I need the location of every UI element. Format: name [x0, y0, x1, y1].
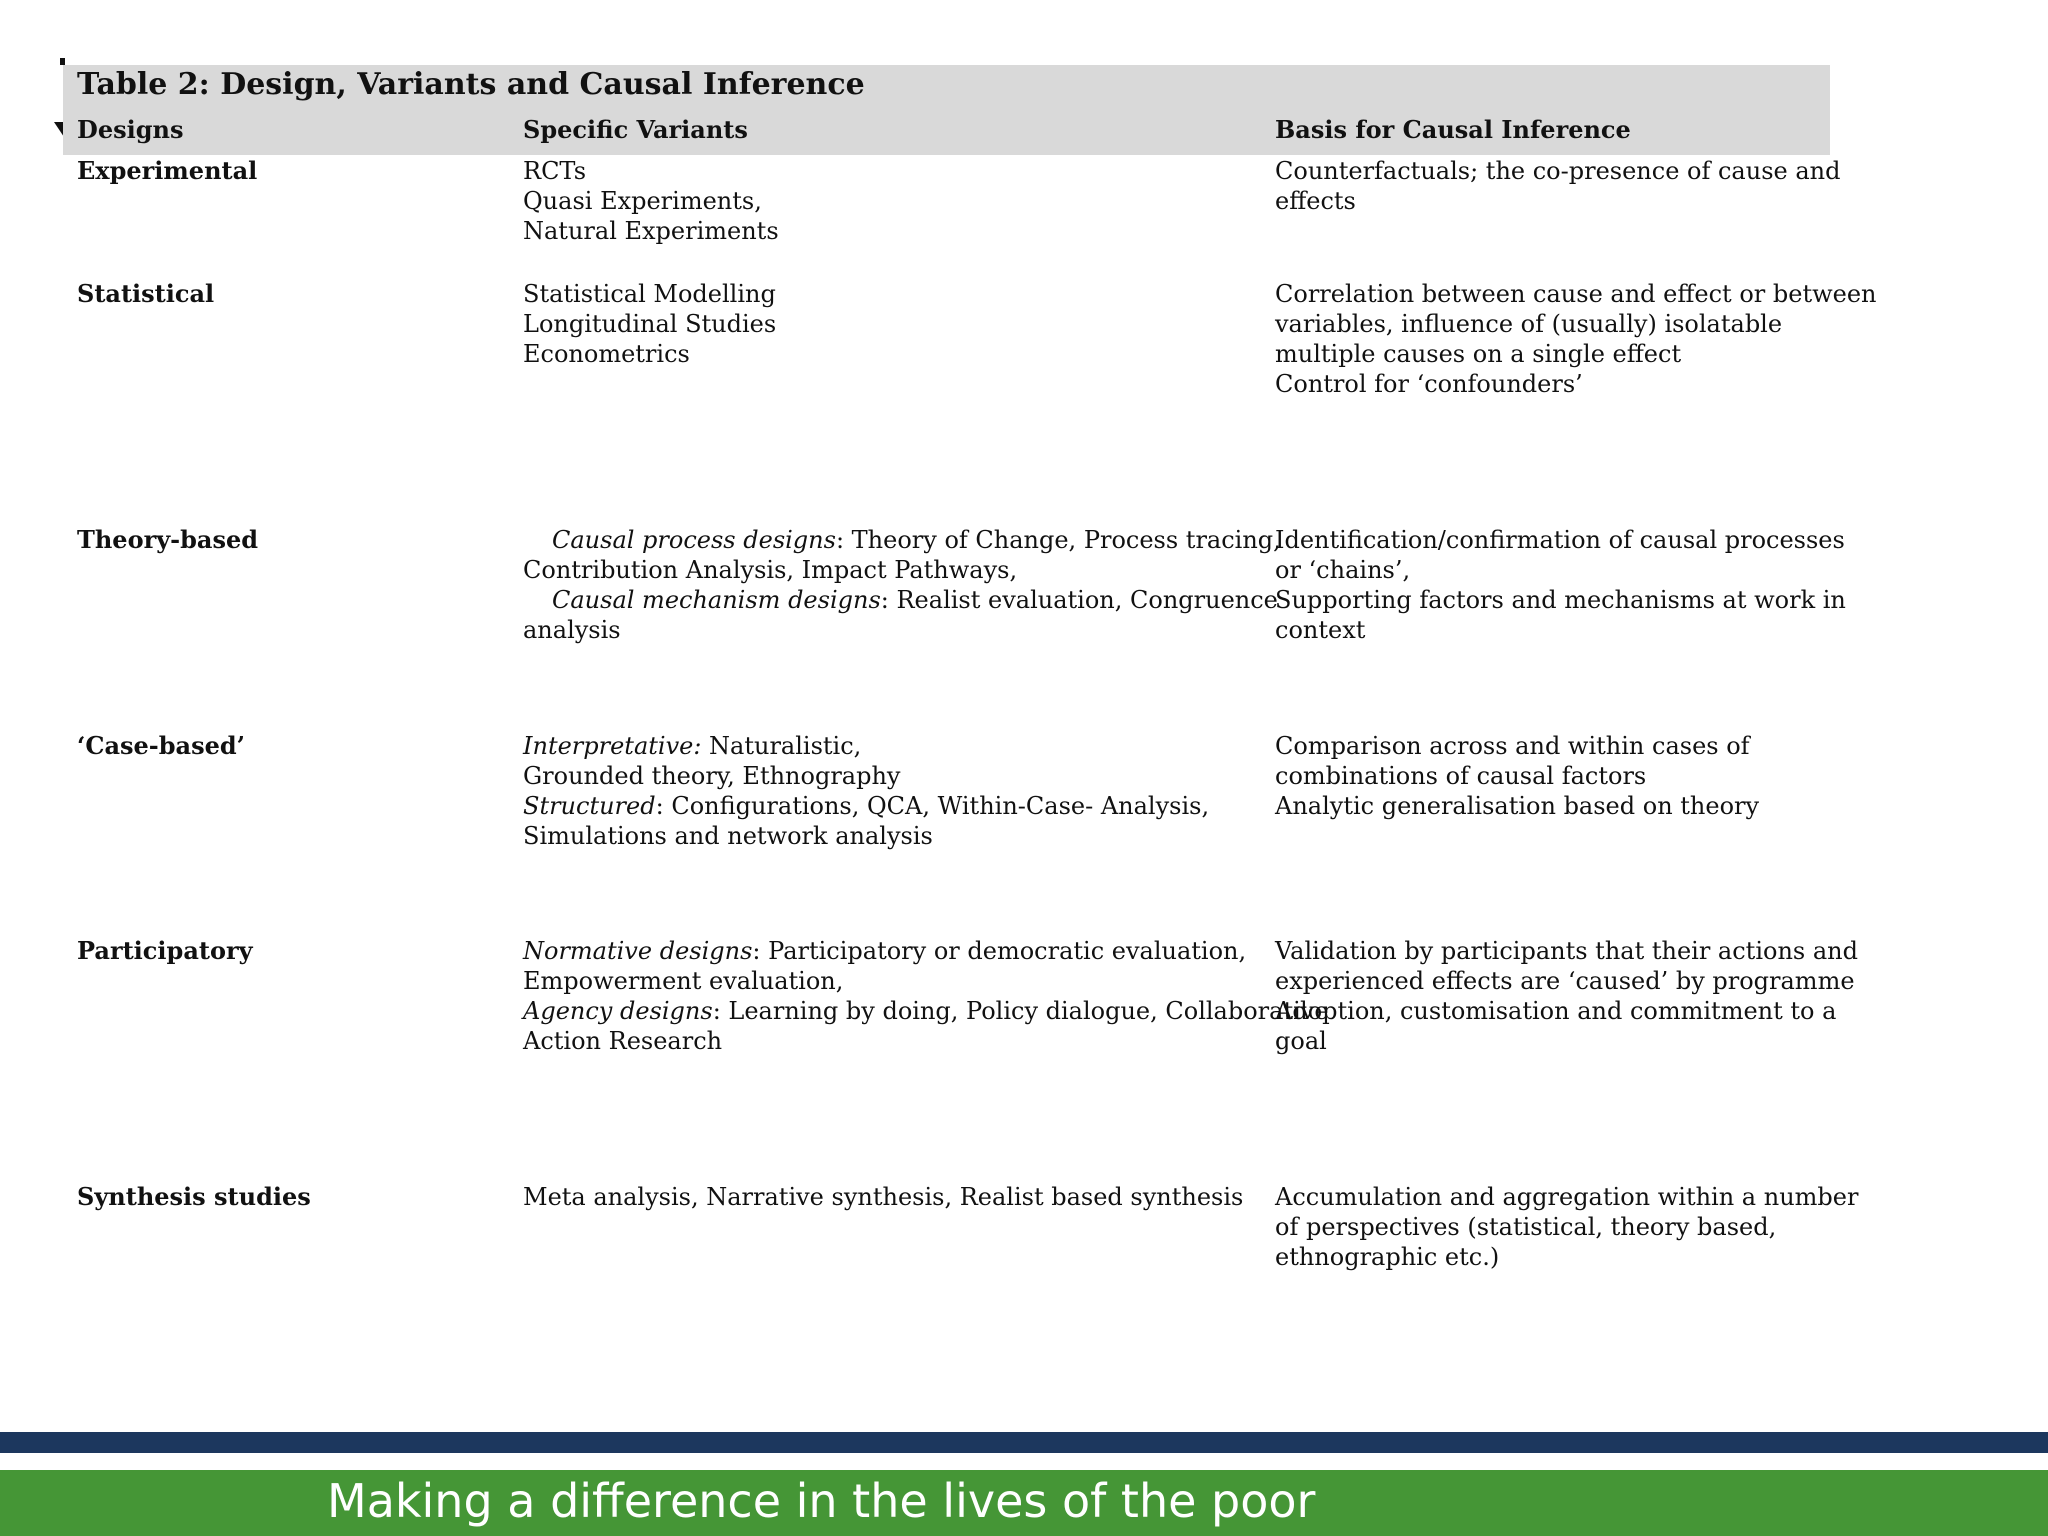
variant-line: Causal mechanism designs: Realist evaluation, Congruence: [552, 586, 1278, 614]
table-row-design: Synthesis studies: [77, 1182, 311, 1211]
table-row-basis: [1275, 1182, 1858, 1272]
basis-line: Control for ‘confounders’: [1275, 370, 1583, 398]
basis-line: Supporting factors and mechanisms at work in: [1275, 586, 1846, 614]
basis-line: experienced effects are ‘caused’ by programme: [1275, 967, 1855, 995]
basis-line: context: [1275, 616, 1366, 644]
variant-line: Agency designs: Learning by doing, Policy dialogue, Collaborative: [523, 997, 1329, 1025]
variant-line: Statistical Modelling: [523, 280, 776, 308]
variant-line: Structured: Configurations, QCA, Within-Case- Analysis,: [523, 792, 1210, 820]
variant-line: Interpretative: Naturalistic,: [523, 732, 862, 760]
column-header-designs: Designs: [77, 115, 184, 144]
basis-line: Adoption, customisation and commitment to a: [1275, 997, 1837, 1025]
basis-line: combinations of causal factors: [1275, 762, 1647, 790]
table-row-variants: [523, 936, 1329, 1056]
basis-line: Analytic generalisation based on theory: [1275, 792, 1760, 820]
basis-line: ethnographic etc.): [1275, 1243, 1500, 1271]
variant-line: Longitudinal Studies: [523, 310, 777, 338]
table-row-variants: [523, 731, 1209, 851]
table-row-basis: [1275, 731, 1759, 821]
basis-line: Accumulation and aggregation within a number: [1275, 1183, 1859, 1211]
table-row-design: ‘Case-based’: [77, 731, 245, 760]
column-header-specific-variants: Specific Variants: [523, 115, 748, 144]
basis-line: variables, influence of (usually) isolatable: [1275, 310, 1783, 338]
variant-line: Normative designs: Participatory or democratic evaluation,: [523, 937, 1247, 965]
table-row-design: Experimental: [77, 156, 258, 185]
table-row-variants: [523, 279, 776, 369]
basis-line: or ‘chains’,: [1275, 556, 1411, 584]
variant-line: Causal process designs: Theory of Change, Process tracing,: [552, 526, 1281, 554]
basis-line: Counterfactuals; the co-presence of cause and: [1275, 157, 1841, 185]
table-row-basis: [1275, 156, 1840, 216]
footer-navy-band: [0, 1432, 2048, 1453]
table-row-basis: [1275, 525, 1846, 645]
table-row-design: Statistical: [77, 279, 215, 308]
basis-line: multiple causes on a single effect: [1275, 340, 1682, 368]
basis-line: goal: [1275, 1027, 1327, 1055]
basis-line: of perspectives (statistical, theory based,: [1275, 1213, 1777, 1241]
variant-line: RCTs: [523, 157, 587, 185]
basis-line: Identification/confirmation of causal processes: [1275, 526, 1845, 554]
table-row-variants: [523, 525, 1281, 645]
column-header-basis-for-causal-inference: Basis for Causal Inference: [1275, 115, 1631, 144]
basis-line: Correlation between cause and effect or between: [1275, 280, 1877, 308]
table-row-basis: [1275, 936, 1858, 1056]
variant-line: Natural Experiments: [523, 217, 779, 245]
variant-line: Empowerment evaluation,: [523, 967, 844, 995]
variant-line: Grounded theory, Ethnography: [523, 762, 901, 790]
variant-line: Meta analysis, Narrative synthesis, Realist based synthesis: [523, 1183, 1244, 1211]
table-row-design: Theory-based: [77, 525, 259, 554]
footer-tagline: Making a difference in the lives of the poor: [327, 1474, 1316, 1528]
basis-line: effects: [1275, 187, 1356, 215]
variant-line: Econometrics: [523, 340, 690, 368]
variant-line: Quasi Experiments,: [523, 187, 762, 215]
table-row-variants: [523, 156, 779, 246]
variant-line: Contribution Analysis, Impact Pathways,: [523, 556, 1018, 584]
basis-line: Comparison across and within cases of: [1275, 732, 1750, 760]
table-row-variants: [523, 1182, 1243, 1212]
basis-line: Validation by participants that their actions and: [1275, 937, 1858, 965]
variant-line: Action Research: [523, 1027, 723, 1055]
variant-line: Simulations and network analysis: [523, 822, 933, 850]
variant-line: analysis: [523, 616, 621, 644]
table-title: Table 2: Design, Variants and Causal Inference: [77, 67, 865, 102]
table-row-basis: [1275, 279, 1877, 399]
table-row-design: Participatory: [77, 936, 253, 965]
